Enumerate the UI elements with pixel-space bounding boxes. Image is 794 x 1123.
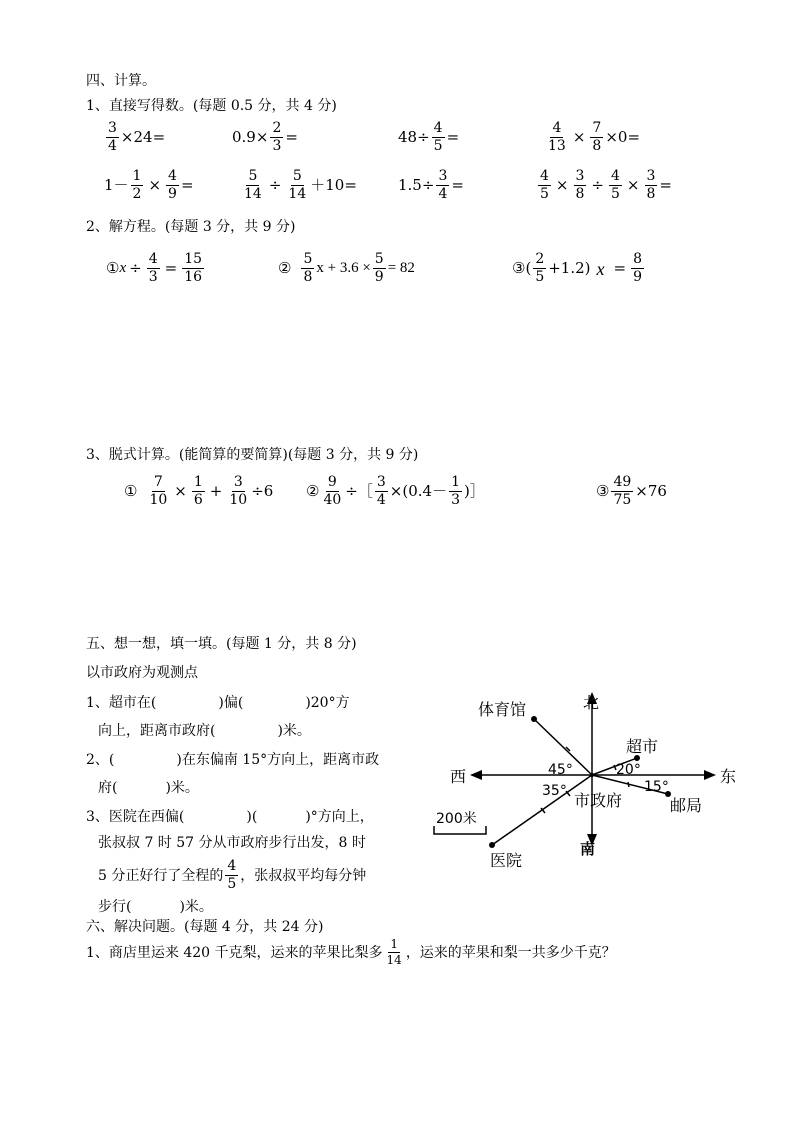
- s5-q1-line2: 向上，距离市政府( )米。: [98, 723, 311, 739]
- q3-title: 3、脱式计算。(能简算的要简算)(每题 3 分，共 9 分): [86, 447, 419, 463]
- s5-q2-line1: 2、( )在东偏南 15°方向上，距离市政: [86, 752, 380, 768]
- gym-point: [531, 716, 537, 722]
- gym-label: 体育馆: [478, 700, 527, 719]
- post-office-label: 邮局: [670, 796, 703, 815]
- q3-expression-2: ② $\frac{9}{40}$ ÷［ $\frac{3}{4}$ ×(0.4－ $\frac{1}{3}$ )］: [306, 474, 485, 508]
- s5-q3-line4: 步行( )米。: [98, 899, 213, 915]
- direction-diagram: [430, 688, 760, 878]
- supermarket-label: 超市: [626, 737, 659, 756]
- section5-title: 五、想一想，填一填。(每题 1 分，共 8 分): [86, 636, 357, 652]
- s5-q3-line1: 3、医院在西偏( )( )°方向上，: [86, 809, 374, 825]
- q1-item-1: $\frac{3}{4}$ ×24=: [108, 120, 166, 154]
- city-hall-label: 市政府: [574, 791, 623, 810]
- q1-item-5: 1－ $\frac{1}{2}$ × $\frac{4}{9}$ =: [104, 168, 194, 202]
- north-label: 北: [583, 693, 600, 712]
- q2-title: 2、解方程。(每题 3 分，共 9 分): [86, 219, 296, 235]
- observe-point: 以市政府为观测点: [86, 665, 198, 681]
- s5-q3-line3: 5 分正好行了全程的 $\frac{4}{5}$ ，张叔叔平均每分钟: [98, 858, 367, 892]
- q1-item-2: 0.9× $\frac{2}{3}$ =: [232, 120, 298, 154]
- s5-q1-line1: 1、超市在( )偏( )20°方: [86, 695, 350, 711]
- q3-expression-3: ③ $\frac{49}{75}$ ×76: [596, 474, 667, 508]
- q2-equation-3: ③( $\frac{2}{5}$ +1.2) x = $\frac{8}{9}$: [512, 251, 643, 285]
- east-label: 东: [720, 767, 737, 786]
- angle-35-label: 35°: [542, 783, 567, 799]
- q2-equation-2: ② $\frac{5}{8}$ x + 3.6 × $\frac{5}{9}$ = 82: [278, 251, 415, 285]
- hospital-point: [489, 842, 495, 848]
- s5-q3-line2: 张叔叔 7 时 57 分从市政府步行出发，8 时: [98, 835, 366, 851]
- q1-item-6: $\frac{5}{14}$ ÷ $\frac{5}{14}$ ＋10=: [244, 168, 357, 202]
- scale-label: 200米: [436, 811, 477, 827]
- section4-title: 四、计算。: [86, 73, 156, 89]
- city-hall-point: [590, 773, 594, 777]
- q1-item-3: 48÷ $\frac{4}{5}$ =: [398, 120, 460, 154]
- s5-q2-line2: 府( )米。: [98, 780, 199, 796]
- section6-title: 六、解决问题。(每题 4 分，共 24 分): [86, 919, 324, 935]
- west-label: 西: [450, 767, 467, 786]
- q1-item-8: $\frac{4}{5}$ × $\frac{3}{8}$ ÷ $\frac{4}{5}$ × $\frac{3}{8}$ =: [540, 168, 672, 202]
- east-arrow: [704, 770, 716, 780]
- hospital-label: 医院: [490, 851, 523, 870]
- q1-item-7: 1.5÷ $\frac{3}{4}$ =: [398, 168, 464, 202]
- angle-20-label: 20°: [616, 762, 641, 778]
- q2-equation-1: ① x ÷ $\frac{4}{3}$ = $\frac{15}{16}$: [106, 251, 203, 285]
- q3-expression-1: ① $\frac{7}{10}$ × $\frac{1}{6}$ + $\frac{3}{10}$ ÷6: [124, 474, 274, 508]
- s6-q1: 1、商店里运来 420 千克梨，运来的苹果比梨多 $\frac{1}{14}$ ，运来的苹果和梨一共多少千克？: [86, 937, 616, 967]
- q1-item-4: $\frac{4}{13}$ × $\frac{7}{8}$ ×0=: [548, 120, 641, 154]
- angle-15-label: 15°: [644, 779, 669, 795]
- q1-title: 1、直接写得数。(每题 0.5 分，共 4 分): [86, 98, 337, 114]
- scale-bar: [434, 826, 486, 834]
- angle-45-label: 45°: [548, 762, 573, 778]
- west-arrow: [470, 770, 482, 780]
- south-label: 南: [580, 840, 596, 858]
